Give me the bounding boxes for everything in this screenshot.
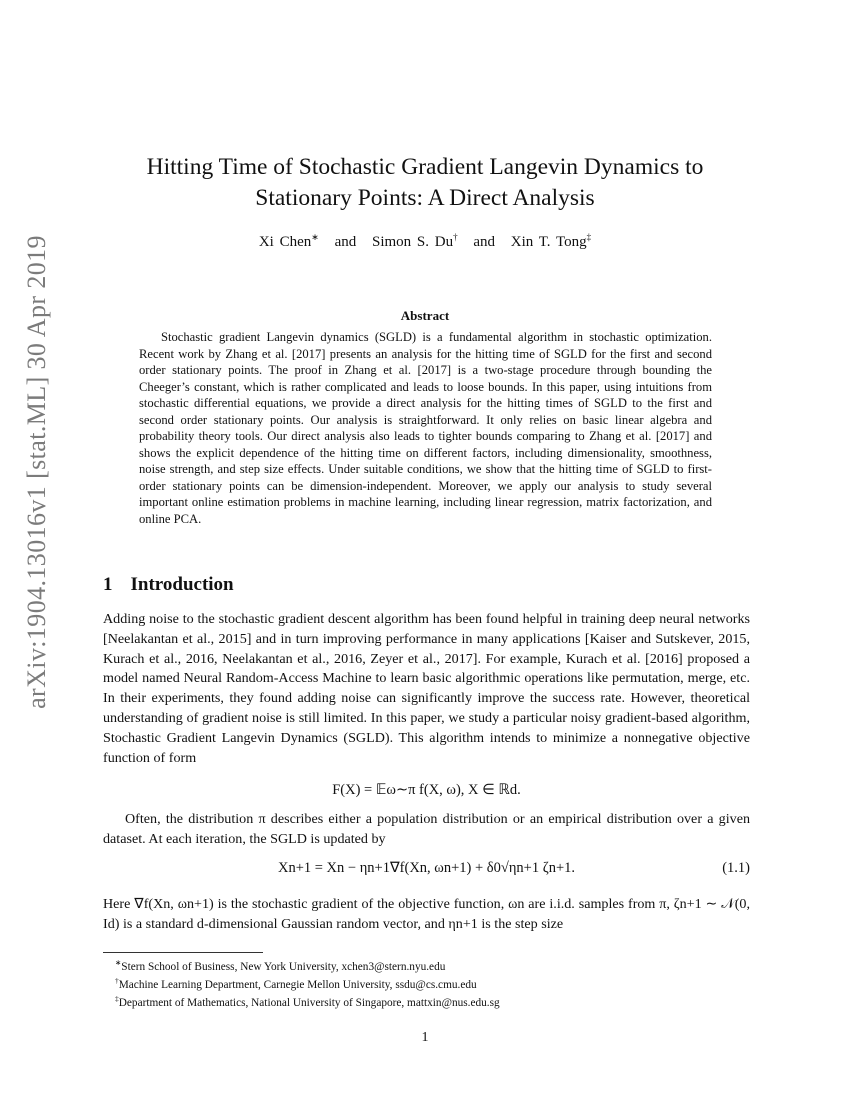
footnotes	[103, 956, 750, 1009]
equation-number: (1.1)	[722, 860, 750, 876]
arxiv-identifier-text: arXiv:1904.13016v1 [stat.ML] 30 Apr 2019	[22, 235, 51, 709]
footnote-rule	[103, 952, 263, 953]
objective-equation: F(X) = 𝔼ω∼π f(X, ω), X ∈ ℝd.	[332, 782, 521, 798]
footnote-2	[103, 974, 750, 992]
footnote-2-mark: †	[115, 975, 119, 985]
author-separator: and	[334, 234, 357, 250]
section-number: 1	[103, 574, 113, 595]
intro-paragraph-2: Often, the distribution π describes either a population distribution or an empirical distribution over a given dataset. At each iteration, the SGLD is updated by	[103, 811, 750, 847]
footnote-3-mark: ‡	[115, 993, 119, 1003]
author-1	[259, 234, 319, 250]
author-3-mark: ‡	[586, 232, 592, 242]
section-heading	[103, 574, 234, 596]
author-separator: and	[473, 234, 496, 250]
author-3-name: Xin T. Tong	[510, 234, 587, 250]
title-line-1: Hitting Time of Stochastic Gradient Langevin Dynamics to	[146, 154, 704, 180]
abstract-heading: Abstract	[400, 308, 450, 323]
author-list	[110, 232, 740, 251]
author-2	[372, 234, 458, 250]
footnote-3	[103, 992, 750, 1010]
intro-paragraph-1: Adding noise to the stochastic gradient descent algorithm has been found helpful in training deep neural networks [Neelakantan et al., 2015] and in turn improving performance in many applications [Kaiser and Sutskever, 2015, Kurach et al., 2016, Neelakantan et al., 2016, Zeyer et al., 2017]. For example, Kurach et al. [2016] proposed a model named Neural Random-Access Machine to learn basic algorithmic operations like permutation, merge, etc. In their experiments, they found adding noise can significantly improve the success rate. However, theoretical understanding of gradient noise is still limited. In this paper, we study a particular noisy gradient-based algorithm, Stochastic Gradient Langevin Dynamics (SGLD). This algorithm intends to minimize a nonnegative objective function of form	[103, 611, 750, 766]
author-1-name: Xi Chen	[258, 234, 312, 250]
page-number: 1	[421, 1030, 429, 1045]
author-2-mark: †	[453, 232, 458, 242]
intro-paragraph-3: Here ∇f(Xn, ωn+1) is the stochastic gradient of the objective function, ωn are i.i.d. samples from π, ζn+1 ∼ 𝒩(0, Id) is a standard d-dimensional Gaussian random vector, and ηn+1 is the step size	[103, 896, 750, 932]
footnote-1	[103, 956, 750, 974]
section-title: Introduction	[130, 574, 234, 595]
author-3	[511, 234, 591, 250]
footnote-2-text: Machine Learning Department, Carnegie Mellon University, ssdu@cs.cmu.edu	[118, 978, 477, 991]
update-equation: Xn+1 = Xn − ηn+1∇f(Xn, ωn+1) + δ0√ηn+1 ζn+1.	[277, 860, 576, 876]
footnote-1-mark: ∗	[115, 958, 122, 967]
title-line-2: Stationary Points: A Direct Analysis	[255, 185, 595, 211]
author-1-mark: ∗	[311, 232, 319, 242]
paper-title	[110, 152, 740, 214]
footnote-3-text: Department of Mathematics, National University of Singapore, mattxin@nus.edu.sg	[118, 996, 500, 1009]
footnote-1-text: Stern School of Business, New York University, xchen3@stern.nyu.edu	[121, 960, 446, 973]
author-2-name: Simon S. Du	[371, 234, 454, 250]
abstract-body: Stochastic gradient Langevin dynamics (SGLD) is a fundamental algorithm in stochastic optimization. Recent work by Zhang et al. [2017] presents an analysis for the hitting time of SGLD for the first and second order stationary points. The proof in Zhang et al. [2017] is a two-stage procedure through bounding the Cheeger’s constant, which is rather complicated and leads to loose bounds. In this paper, using intuitions from stochastic differential equations, we provide a direct analysis for the hitting times of SGLD to the first and second order stationary points. Our analysis is straightforward. It only relies on basic linear algebra and probability theory tools. Our direct analysis also leads to tighter bounds comparing to Zhang et al. [2017] and shows the explicit dependence of the hitting time on different factors, including dimensionality, smoothness, noise strength, and step size effects. Under suitable conditions, we show that the hitting time of SGLD to first-order stationary points can be dimension-independent. Moreover, we apply our analysis to study several important online estimation problems in machine learning, including linear regression, matrix factorization, and online PCA.	[139, 330, 712, 526]
arxiv-identifier-stamp	[20, 235, 54, 709]
update-equation-block	[103, 860, 750, 877]
